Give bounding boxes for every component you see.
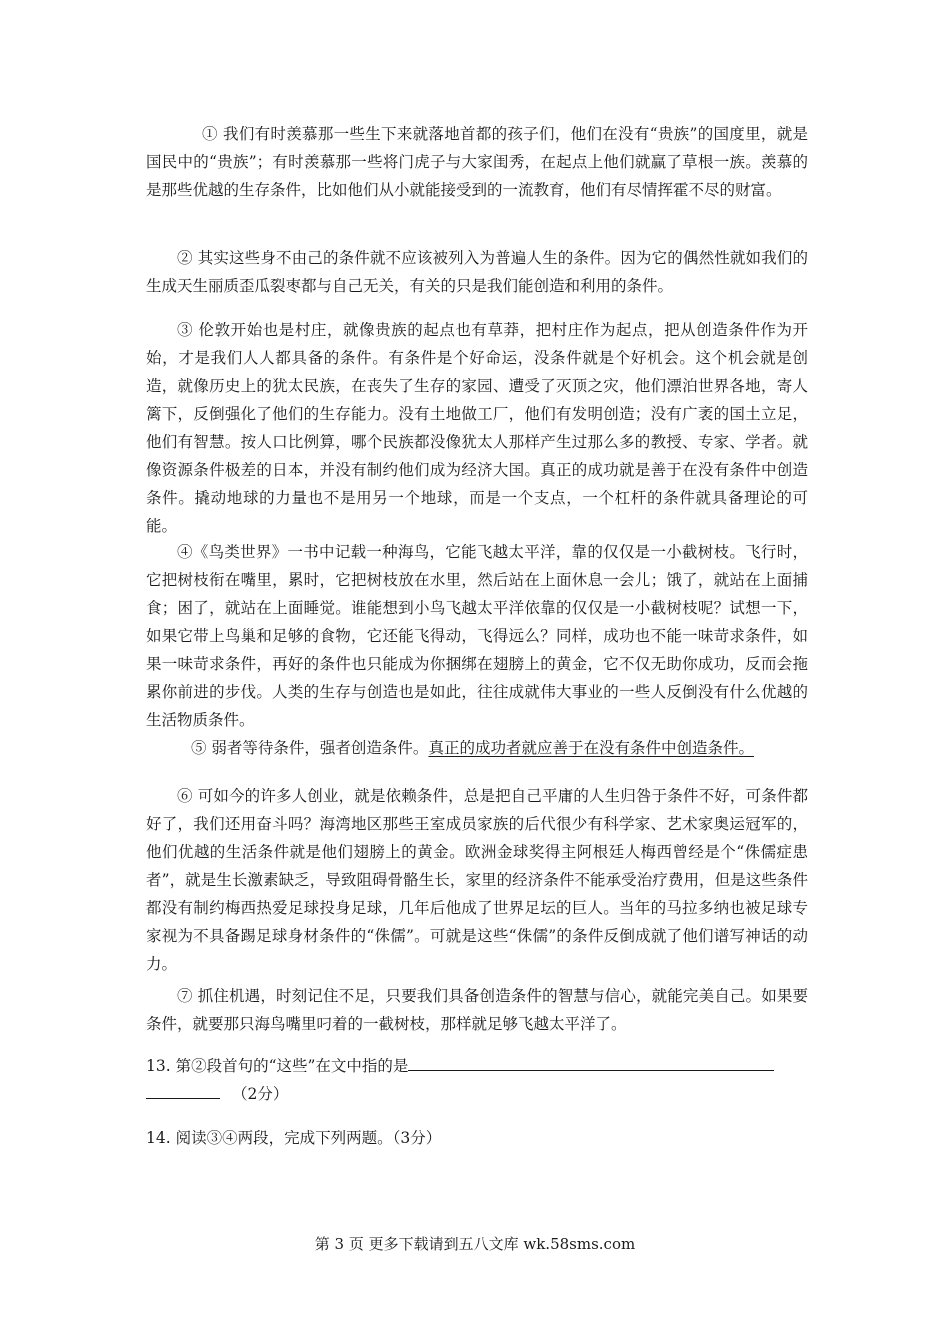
paragraph-3: ③ 伦敦开始也是村庄，就像贵族的起点也有草莽，把村庄作为起点，把从创造条件作为开始，才是我们人人都具备的条件。有条件是个好命运，没条件就是个好机会。这个机会就是创造，就像历史上的犹太民族，在丧失了生存的家园、遭受了灭顶之灾，他们漂泊世界各地，寄人篱下，反倒强化了他们的生存能力。没有土地做工厂，他们有发明创造；没有广袤的国土立足，他们有智慧。按人口比例算，哪个民族都没像犹太人那样产生过那么多的教授、专家、学者。就像资源条件极差的日本，并没有制约他们成为经济大国。真正的成功就是善于在没有条件中创造条件。撬动地球的力量也不是用另一个地球，而是一个支点，一个杠杆的条件就具备理论的可能。 [146,321,808,535]
paragraph-4: ④《鸟类世界》一书中记载一种海鸟，它能飞越太平洋，靠的仅仅是一小截树枝。飞行时，它把树枝衔在嘴里，累时，它把树枝放在水里，然后站在上面休息一会儿；饿了，就站在上面捕食；困了，就站在上面睡觉。谁能想到小鸟飞越太平洋依靠的仅仅是一小截树枝呢？试想一下，如果它带上鸟巢和足够的食物，它还能飞得动，飞得远么？同样，成功也不能一味苛求条件，如果一味苛求条件，再好的条件也只能成为你捆绑在翅膀上的黄金，它不仅无助你成功，反而会拖累你前进的步伐。人类的生存与创造也是如此，往往成就伟大事业的一些人反倒没有什么优越的生活物质条件。 [146,543,808,729]
paragraph-5-lead: ⑤ 弱者等待条件，强者创造条件。 [191,739,429,757]
question-14: 14. 阅读③④两段，完成下列两题。（3分） [146,1129,442,1147]
paragraph-2: ② 其实这些身不由己的条件就不应该被列入为普遍人生的条件。因为它的偶然性就如我们的生成天生丽质歪瓜裂枣都与自己无关，有关的只是我们能创造和利用的条件。 [146,249,808,295]
paragraph-5 [191,734,811,762]
question-13 [146,1052,808,1108]
question-13-text: 13. 第②段首句的“这些”在文中指的是 [146,1057,409,1075]
answer-blank-13b[interactable] [146,1080,220,1099]
paragraph-6: ⑥ 可如今的许多人创业，就是依赖条件，总是把自己平庸的人生归咎于条件不好，可条件都好了，我们还用奋斗吗？海湾地区那些王室成员家族的后代很少有科学家、艺术家奥运冠军的，他们优越的生活条件就是他们翅膀上的黄金。欧洲金球奖得主阿根廷人梅西曾经是个“侏儒症患者”，就是生长激素缺乏，导致阻碍骨骼生长，家里的经济条件不能承受治疗费用，但是这些条件都没有制约梅西热爱足球投身足球，几年后他成了世界足坛的巨人。当年的马拉多纳也被足球专家视为不具备踢足球身材条件的“侏儒”。可就是这些“侏儒”的条件反倒成就了他们谱写神话的动力。 [146,787,808,973]
paragraph-5-underlined-sentence: 真正的成功者就应善于在没有条件中创造条件。 [428,739,754,757]
answer-blank-13a[interactable] [408,1052,774,1071]
paragraph-7: ⑦ 抓住机遇，时刻记住不足，只要我们具备创造条件的智慧与信心，就能完美自己。如果要条件，就要那只海鸟嘴里叼着的一截树枝，那样就足够飞越太平洋了。 [146,987,808,1033]
page-footer: 第 3 页 更多下载请到五八文库 wk.58sms.com [314,1235,636,1253]
question-13-score: （2分） [232,1085,289,1103]
question-13-line-2 [146,1080,808,1108]
question-13-line-1 [146,1052,808,1080]
paragraph-1: ① 我们有时羡慕那一些生下来就落地首都的孩子们，他们在没有“贵族”的国度里，就是国民中的“贵族”；有时羡慕那一些将门虎子与大家闺秀，在起点上他们就赢了草根一族。羡慕的是那些优越的生存条件，比如他们从小就能接受到的一流教育，他们有尽情挥霍不尽的财富。 [146,125,808,199]
